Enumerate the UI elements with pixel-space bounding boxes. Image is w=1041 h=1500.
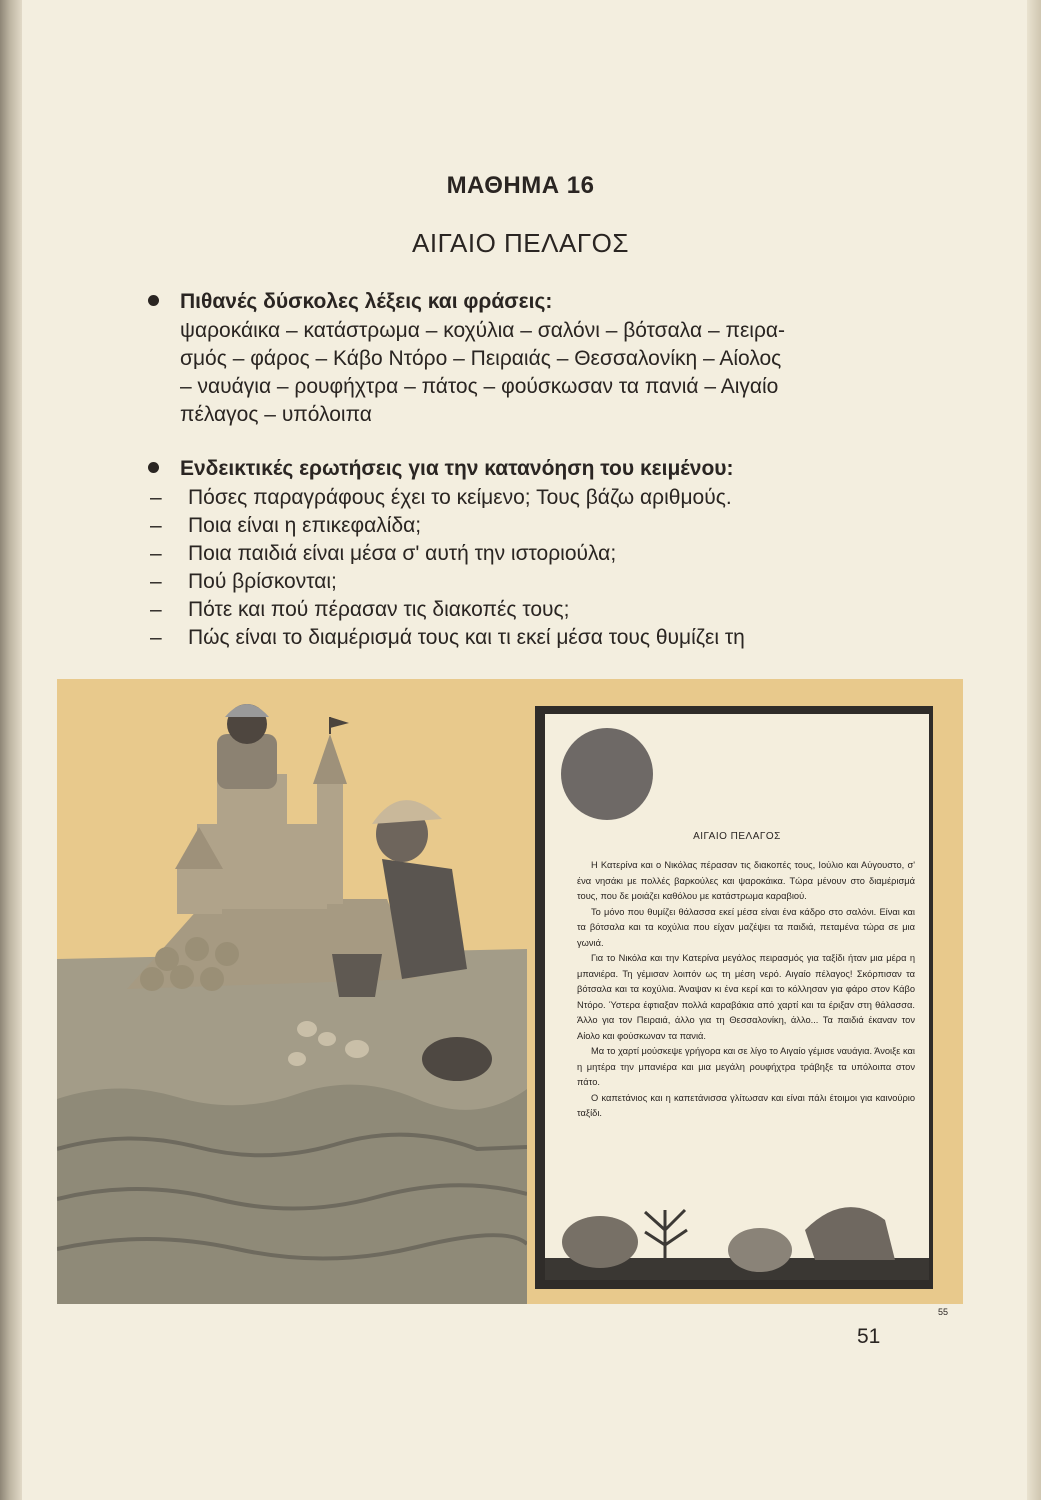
difficult-words-heading: Πιθανές δύσκολες λέξεις και φράσεις: [180,290,553,313]
story-text [577,858,915,1122]
children-sandcastle-illustration [57,679,527,1304]
story-title: ΑΙΓΑΙΟ ΠΕΛΑΓΟΣ [693,831,781,842]
story-paragraph: Ο καπετάνιος και η καπετάνισσα γλίτωσαν και είναι πάλι έτοιμοι για καινούριο ταξίδι. [577,1092,915,1118]
lesson-subtitle: ΑΙΓΑΙΟ ΠΕΛΑΓΟΣ [412,228,629,258]
story-paragraph: Η Κατερίνα και ο Νικόλας πέρασαν τις διακοπές τους, Ιούλιο και Αύγουστο, σ' ένα νησάκι με πολλές βαρκούλες και ψαροκάικα. Τώρα μένουν στο διαμέρισμά τους, που δε μοιάζει καθόλου με κατάστρωμα καραβιού. [577,860,915,901]
question-item: – Πού βρίσκονται; [150,570,337,593]
story-panel [535,706,933,1289]
word-line: σμός – φάρος – Κάβο Ντόρο – Πειραιάς – Θεσσαλονίκη – Αίολος [180,347,782,370]
story-paragraph: Μα το χαρτί μούσκεψε γρήγορα και σε λίγο το Αιγαίο γέμισε ναυάγια. Άνοιξε και η μητέρα την μπανιέρα και μια μεγάλη ρουφήχτρα τράβηξε τα υπόλοιπα στον πάτο. [577,1046,915,1087]
bullet-icon [148,462,159,473]
word-line: – ναυάγια – ρουφήχτρα – πάτος – φούσκωσαν τα πανιά – Αιγαίο [180,375,779,398]
word-line: ψαροκάικα – κατάστρωμα – κοχύλια – σαλόνι – βότσαλα – πειρα- [180,319,786,342]
lesson-title: ΜΑΘΗΜΑ 16 [446,172,595,199]
question-item: – Πότε και πού πέρασαν τις διακοπές τους; [150,598,570,621]
book-spine [0,0,22,1500]
questions-section [150,454,890,652]
textbook-figure [57,679,963,1304]
question-item: – Πόσες παραγράφους έχει το κείμενο; Τους βάζω αριθμούς. [150,486,732,509]
difficult-words-list [180,317,882,429]
page-number: 51 [857,1325,881,1348]
figure-page-number: 55 [938,1307,949,1317]
story-paragraph: Για το Νικόλα και την Κατερίνα μεγάλος πειρασμός για ταξίδι ήταν μια μέρα η μπανιέρα. Τη γέμισαν λοιπόν ως τη μέση νερό. Αιγαίο πέλαγος! Σκόρπισαν τα βότσαλα και τα κοχύλια. Άναψαν κι ένα κερί και το κόλλησαν για φάρο στον Κάβο Ντόρο. Ύστερα έφτιαξαν πολλά καραβάκια από χαρτί και τα έριξαν στη θάλασσα. Άλλο για τον Πειραιά, άλλο για τη Θεσσαλονίκη, άλλο... Τα παιδιά έκαναν τον Αίολο και φούσκωναν τα πανιά. [577,953,915,1041]
word-line: πέλαγος – υπόλοιπα [180,403,372,426]
questions-list [150,484,890,652]
question-item: – Πώς είναι το διαμέρισμά τους και τι εκεί μέσα τους θυμίζει τη [150,626,745,649]
sun-illustration [545,714,929,824]
question-item: – Ποια παιδιά είναι μέσα σ' αυτή την ιστοριούλα; [150,542,617,565]
page-edge [1027,0,1041,1500]
shells-illustration [545,1170,929,1280]
bullet-icon [148,295,159,306]
story-page [545,714,929,1280]
questions-heading: Ενδεικτικές ερωτήσεις για την κατανόηση του κειμένου: [180,457,734,480]
question-item: – Ποια είναι η επικεφαλίδα; [150,514,422,537]
difficult-words-section [150,287,890,429]
story-paragraph: Το μόνο που θυμίζει θάλασσα εκεί μέσα είναι ένα κάδρο στο σαλόνι. Είναι και τα βότσαλα και τα κοχύλια που είχαν μαζέψει τα παιδιά, πεταμένα τώρα σε μια γωνιά. [577,906,915,948]
